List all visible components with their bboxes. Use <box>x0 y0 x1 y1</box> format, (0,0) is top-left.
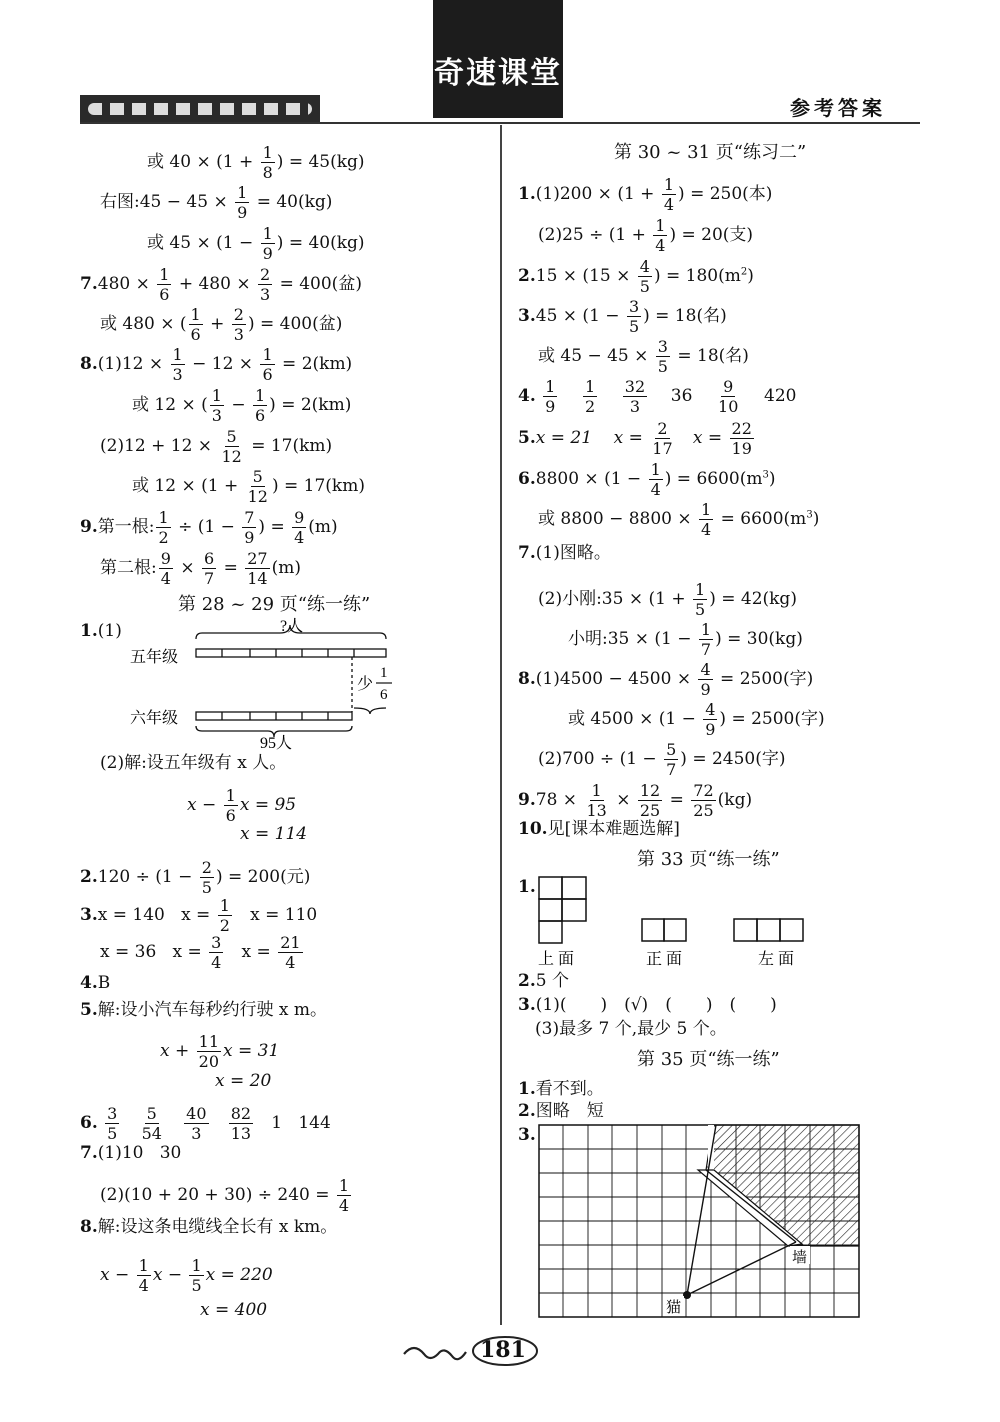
question-8: 8.(1)12 × $\frac{1}{3}$ − 12 × $\frac{1}{6}$ = 2(km) <box>80 345 353 384</box>
exercise-6: 6.8800 × (1 − $\frac{1}{4}$ ) = $6600(m^3)$ <box>518 460 776 499</box>
row-label: 五年级 <box>130 649 179 666</box>
exercise-10: 10.见[课本难题选解] <box>518 819 680 839</box>
header-rule <box>80 122 920 124</box>
side-fraction-d: 6 <box>380 687 388 703</box>
view-label-left: 左面 <box>758 951 799 968</box>
answer-line: 或 480 × ( $\frac{1}{6}$ + $\frac{2}{3}$ ) = 400(盆) <box>100 305 343 344</box>
answer-line: 或 45 × (1 − $\frac{1}{9}$ ) = 40(kg) <box>147 224 365 263</box>
segment-diagram <box>130 615 400 750</box>
practice-8: 8.解:设这条电缆线全长有 x km。 <box>80 1217 338 1237</box>
column-divider <box>500 125 502 1325</box>
practice-4: 4.B <box>80 973 111 993</box>
page-number: 181 <box>480 1337 526 1363</box>
exercise-7: 7.(1)图略。 <box>518 543 611 563</box>
section-heading: 第 28 ~ 29 页“练一练” <box>178 594 371 615</box>
exercise-5: 5.x = 21 x = $\frac{2}{17}$ x = $\frac{22}{19}$ <box>518 419 752 458</box>
logo-text: 奇速课堂 <box>434 56 562 91</box>
answer-line: (2)小刚:35 × (1 + $\frac{1}{5}$ ) = 42(kg) <box>538 580 797 619</box>
answer-line: 第二根: $\frac{9}{4}$ × $\frac{6}{7}$ = $\frac{27}{14}$ (m) <box>100 549 301 588</box>
three-views <box>536 874 816 969</box>
header-decoration <box>80 95 320 123</box>
cat-label: 猫 <box>666 1300 682 1316</box>
answer-line: 或 45 − 45 × $\frac{3}{5}$ = 18(名) <box>538 337 749 376</box>
practice-33-3: 3.(1)( ) (√) ( ) ( ) <box>518 995 777 1015</box>
section-heading: 第 30 ~ 31 页“练习二” <box>614 142 807 163</box>
practice-5: 5.解:设小汽车每秒约行驶 x m。 <box>80 1000 327 1020</box>
practice-1: 1.(1) <box>80 621 122 641</box>
exercise-4: 4. $\frac{1}{9}$ $\frac{1}{2}$ $\frac{32}{3}$ 36 $\frac{9}{10}$ 420 <box>518 377 797 416</box>
equation: x = 114 <box>240 824 308 844</box>
side-label: 少 <box>357 676 374 693</box>
answer-line: x = 36 x = $\frac{3}{4}$ x = $\frac{21}{4}$ <box>100 933 301 972</box>
page-title: 参考答案 <box>790 96 886 120</box>
question-7: 7.480 × $\frac{1}{6}$ + 480 × $\frac{2}{3}$ = 400(盆) <box>80 265 362 304</box>
exercise-3: 3.45 × (1 − $\frac{3}{5}$ ) = 18(名) <box>518 297 727 336</box>
practice-35-3: 3. <box>518 1125 536 1145</box>
practice-33-1: 1. <box>518 877 536 897</box>
practice-35-2: 2.图略 短 <box>518 1101 604 1121</box>
exercise-1: 1.(1)200 × (1 + $\frac{1}{4}$ ) = 250(本) <box>518 175 773 214</box>
answer-line: 右图:45 − 45 × $\frac{1}{9}$ = 40(kg) <box>100 183 333 222</box>
row-label: 六年级 <box>130 710 179 727</box>
grid-figure <box>538 1124 862 1320</box>
answer-line: (2)25 ÷ (1 + $\frac{1}{4}$ ) = 20(支) <box>538 216 754 255</box>
answer-line: 或 8800 − 8800 × $\frac{1}{4}$ = $6600(m^3)$ <box>538 500 820 539</box>
header-logo <box>433 0 563 118</box>
answer-line: 或 4500 × (1 − $\frac{4}{9}$ ) = 2500(字) <box>568 700 825 739</box>
answer-line: (2)(10 + 20 + 30) ÷ 240 = $\frac{1}{4}$ <box>100 1176 350 1215</box>
answer-line: 小明:35 × (1 − $\frac{1}{7}$ ) = 30(kg) <box>568 620 803 659</box>
exercise-2: 2.15 × (15 × $\frac{4}{5}$ ) = $180(m^2)$ <box>518 257 754 296</box>
answer-line: 或 40 × (1 + $\frac{1}{8}$ ) = 45(kg) <box>147 143 365 182</box>
footer-ornament <box>400 1334 540 1368</box>
answer-line: (2)12 + 12 × $\frac{5}{12}$ = 17(km) <box>100 427 333 466</box>
wall-label: 墙 <box>792 1250 808 1266</box>
equation: x = 20 <box>215 1071 272 1091</box>
practice-33-2: 2.5 个 <box>518 971 569 991</box>
practice-6: 6. $\frac{3}{5}$ $\frac{5}{54}$ $\frac{40}{3}$ $\frac{82}{13}$ 1 144 <box>80 1104 331 1143</box>
answer-line: 或 12 × ( $\frac{1}{3}$ − $\frac{1}{6}$ ) = 2(km) <box>132 386 352 425</box>
section-heading: 第 33 页“练一练” <box>637 849 780 870</box>
view-label-top: 上面 <box>538 951 579 968</box>
equation: x = 400 <box>200 1300 268 1320</box>
view-label-front: 正面 <box>646 951 687 968</box>
practice-2: 2.120 ÷ (1 − $\frac{2}{5}$ ) = 200(元) <box>80 858 311 897</box>
section-heading: 第 35 页“练一练” <box>637 1049 780 1070</box>
practice-35-1: 1.看不到。 <box>518 1079 604 1099</box>
practice-3: 3.x = 140 x = $\frac{1}{2}$ x = 110 <box>80 896 318 935</box>
practice-7: 7.(1)10 30 <box>80 1143 182 1163</box>
side-fraction-n: 1 <box>380 665 388 681</box>
answer-line: (3)最多 7 个,最少 5 个。 <box>535 1019 727 1039</box>
top-label: ?人 <box>280 618 304 635</box>
answer-line: 或 12 × (1 + $\frac{5}{12}$ ) = 17(km) <box>132 467 365 506</box>
exercise-8: 8.(1)4500 − 4500 × $\frac{4}{9}$ = 2500(字) <box>518 660 814 699</box>
answer-line: (2)解:设五年级有 x 人。 <box>100 753 287 773</box>
question-9: 9.第一根: $\frac{1}{2}$ ÷ (1 − $\frac{7}{9}$ ) = $\frac{9}{4}$ (m) <box>80 508 338 547</box>
equation: x − $\frac{1}{6}$ x = 95 <box>187 786 297 825</box>
answer-line: (2)700 ÷ (1 − $\frac{5}{7}$ ) = 2450(字) <box>538 740 786 779</box>
exercise-9: 9.78 × $\frac{1}{13}$ × $\frac{12}{25}$ = $\frac{72}{25}$ (kg) <box>518 781 753 820</box>
bottom-label: 95人 <box>260 735 293 750</box>
equation: x − $\frac{1}{4}$ x − $\frac{1}{5}$ x = 220 <box>100 1256 273 1295</box>
equation: x + $\frac{11}{20}$ x = 31 <box>160 1032 280 1071</box>
